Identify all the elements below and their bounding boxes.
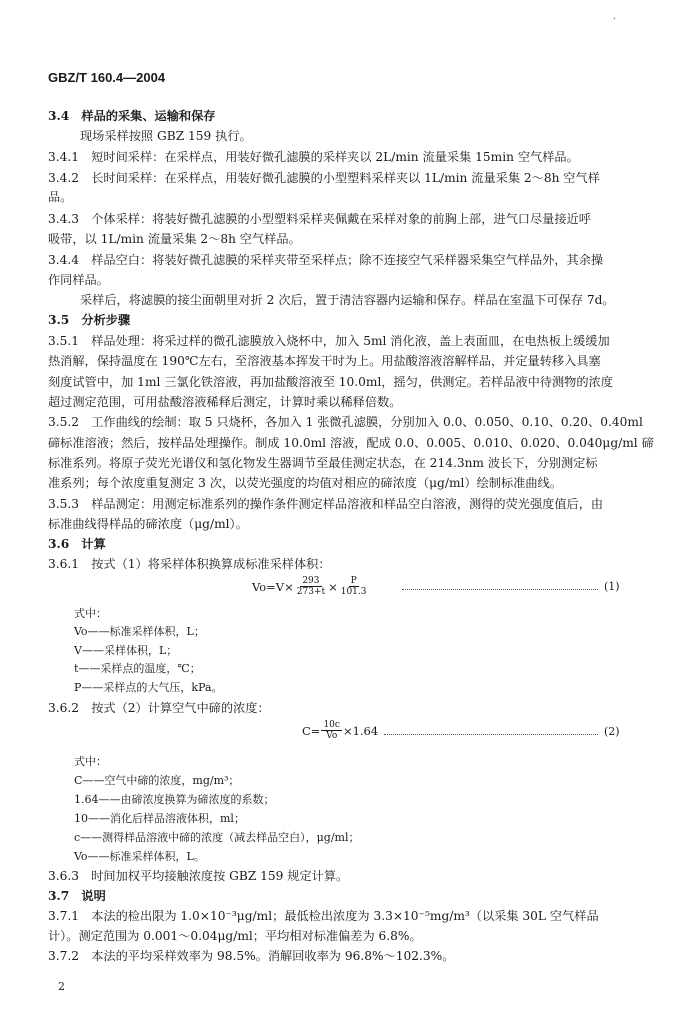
eq1-frac2-denominator: 101.3	[340, 587, 367, 597]
eq1-lhs: Vo=V×	[252, 579, 294, 594]
paragraph-line: 超过测定范围，可用盐酸溶液稀释后测定，计算时乘以稀释倍数。	[48, 395, 402, 409]
paragraph-line: 准系列；每个浓度重复测定 3 次，以荧光强度的均值对相应的碲浓度（μg/ml）绘制标准曲线。	[48, 476, 562, 490]
section-3-7-heading: 3.7 说明	[48, 889, 106, 903]
section-3-4-heading: 3.4 样品的采集、运输和保存	[48, 109, 216, 123]
paragraph-line: 标准系列。将原子荧光光谱仪和氢化物发生器调节至最佳测定状态，在 214.3nm 波长下，分别测定标	[48, 456, 598, 470]
eq1-fraction-temperature	[295, 576, 327, 597]
eq1-number: (1)	[604, 580, 620, 593]
section-3-6-heading: 3.6 计算	[48, 537, 106, 551]
where-label: 式中：	[74, 607, 107, 620]
standard-code-header: GBZ/T 160.4—2004	[48, 70, 166, 85]
variable-definition: Vo——标准采样体积，L；	[74, 625, 205, 638]
clause-3-6-1: 3.6.1 按式（1）将采样体积换算成标准采样体积：	[48, 557, 331, 571]
eq1-dot-leader	[402, 589, 598, 590]
variable-definition: c——测得样品溶液中碲的浓度（减去样品空白），μg/ml；	[74, 831, 360, 844]
variable-definition: 1.64——由碲浓度换算为碲浓度的系数；	[74, 793, 275, 806]
clause-3-7-1: 3.7.1 本法的检出限为 1.0×10⁻³μg/ml；最低检出浓度为 3.3×10⁻⁵mg/m³（以采集 30L 空气样品	[48, 909, 599, 923]
paragraph-line: 采样后，将滤膜的接尘面朝里对折 2 次后，置于清洁容器内运输和保存。样品在室温下可保存 7d。	[80, 293, 615, 307]
corner-mark: ·	[612, 14, 616, 25]
eq2-numerator: 10c	[323, 720, 340, 730]
paragraph-line: 吸带，以 1L/min 流量采集 2～8h 空气样品。	[48, 232, 301, 246]
paragraph-line: 品。	[48, 190, 73, 204]
eq2-rhs: ×1.64	[342, 723, 379, 738]
paragraph-line: 标准曲线得样品的碲浓度（μg/ml）。	[48, 517, 248, 531]
variable-definition: C——空气中碲的浓度，mg/m³；	[74, 774, 240, 787]
eq2-denominator: Vo	[326, 731, 338, 741]
paragraph-line: 计）。测定范围为 0.001～0.04μg/ml；平均相对标准偏差为 6.8%。	[48, 929, 422, 943]
eq1-frac1-denominator: 273+t	[296, 587, 326, 597]
equation-1	[252, 576, 370, 597]
eq1-times: ×	[328, 579, 338, 594]
variable-definition: V——采样体积，L；	[74, 644, 178, 657]
clause-3-7-2: 3.7.2 本法的平均采样效率为 98.5%。消解回收率为 96.8%～102.3%。	[48, 949, 455, 963]
paragraph-line: 作同样品。	[48, 273, 109, 287]
clause-3-5-3: 3.5.3 样品测定：用测定标准系列的操作条件测定样品溶液和样品空白溶液，测得的荧光强度值后，由	[48, 497, 604, 511]
eq2-lhs: C=	[302, 723, 321, 738]
clause-3-4-1: 3.4.1 短时间采样：在采样点，用装好微孔滤膜的采样夹以 2L/min 流量采集 15min 空气样品。	[48, 150, 579, 164]
clause-3-6-3: 3.6.3 时间加权平均接触浓度按 GBZ 159 规定计算。	[48, 869, 349, 883]
eq2-fraction	[321, 720, 342, 741]
eq1-frac1-numerator: 293	[302, 576, 320, 586]
where-label: 式中：	[74, 755, 107, 768]
variable-definition: P——采样点的大气压，kPa。	[74, 681, 223, 694]
eq2-dot-leader	[384, 734, 598, 735]
eq1-frac2-numerator: P	[350, 576, 357, 586]
section-3-5-heading: 3.5 分析步骤	[48, 313, 131, 327]
variable-definition: 10——消化后样品溶液体积，ml；	[74, 812, 245, 825]
variable-definition: t——采样点的温度，℃；	[74, 662, 201, 675]
paragraph-line: 现场采样按照 GBZ 159 执行。	[80, 129, 252, 143]
clause-3-5-1: 3.5.1 样品处理：将采过样的微孔滤膜放入烧杯中，加入 5ml 消化液，盖上表面皿，在电热板上缓缓加	[48, 334, 610, 348]
clause-3-6-2: 3.6.2 按式（2）计算空气中碲的浓度：	[48, 701, 270, 715]
eq1-fraction-pressure	[339, 576, 369, 597]
paragraph-line: 刻度试管中，加 1ml 三氯化铁溶液，再加盐酸溶液至 10.0ml，摇匀，供测定。若样品液中待测物的浓度	[48, 375, 613, 389]
paragraph-line: 热消解，保持温度在 190℃左右，至溶液基本挥发干时为上。用盐酸溶液溶解样品，并定量转移入具塞	[48, 354, 601, 368]
eq2-number: (2)	[604, 725, 620, 738]
clause-3-4-2: 3.4.2 长时间采样：在采样点，用装好微孔滤膜的小型塑料采样夹以 1L/min 流量采集 2～8h 空气样	[48, 171, 600, 185]
clause-3-4-4: 3.4.4 样品空白：将装好微孔滤膜的采样夹带至采样点；除不连接空气采样器采集空气样品外，其余操	[48, 253, 604, 267]
clause-3-5-2: 3.5.2 工作曲线的绘制：取 5 只烧杯，各加入 1 张微孔滤膜，分别加入 0.0、0.050、0.10、0.20、0.40ml	[48, 415, 643, 429]
equation-2	[302, 720, 378, 741]
page-number: 2	[58, 980, 65, 993]
paragraph-line: 碲标准溶液；然后，按样品处理操作。制成 10.0ml 溶液，配成 0.0、0.005、0.010、0.020、0.040μg/ml 碲	[48, 436, 654, 450]
clause-3-4-3: 3.4.3 个体采样：将装好微孔滤膜的小型塑料采样夹佩戴在采样对象的前胸上部，进气口尽量接近呼	[48, 212, 591, 226]
variable-definition: Vo——标准采样体积，L。	[74, 850, 205, 863]
